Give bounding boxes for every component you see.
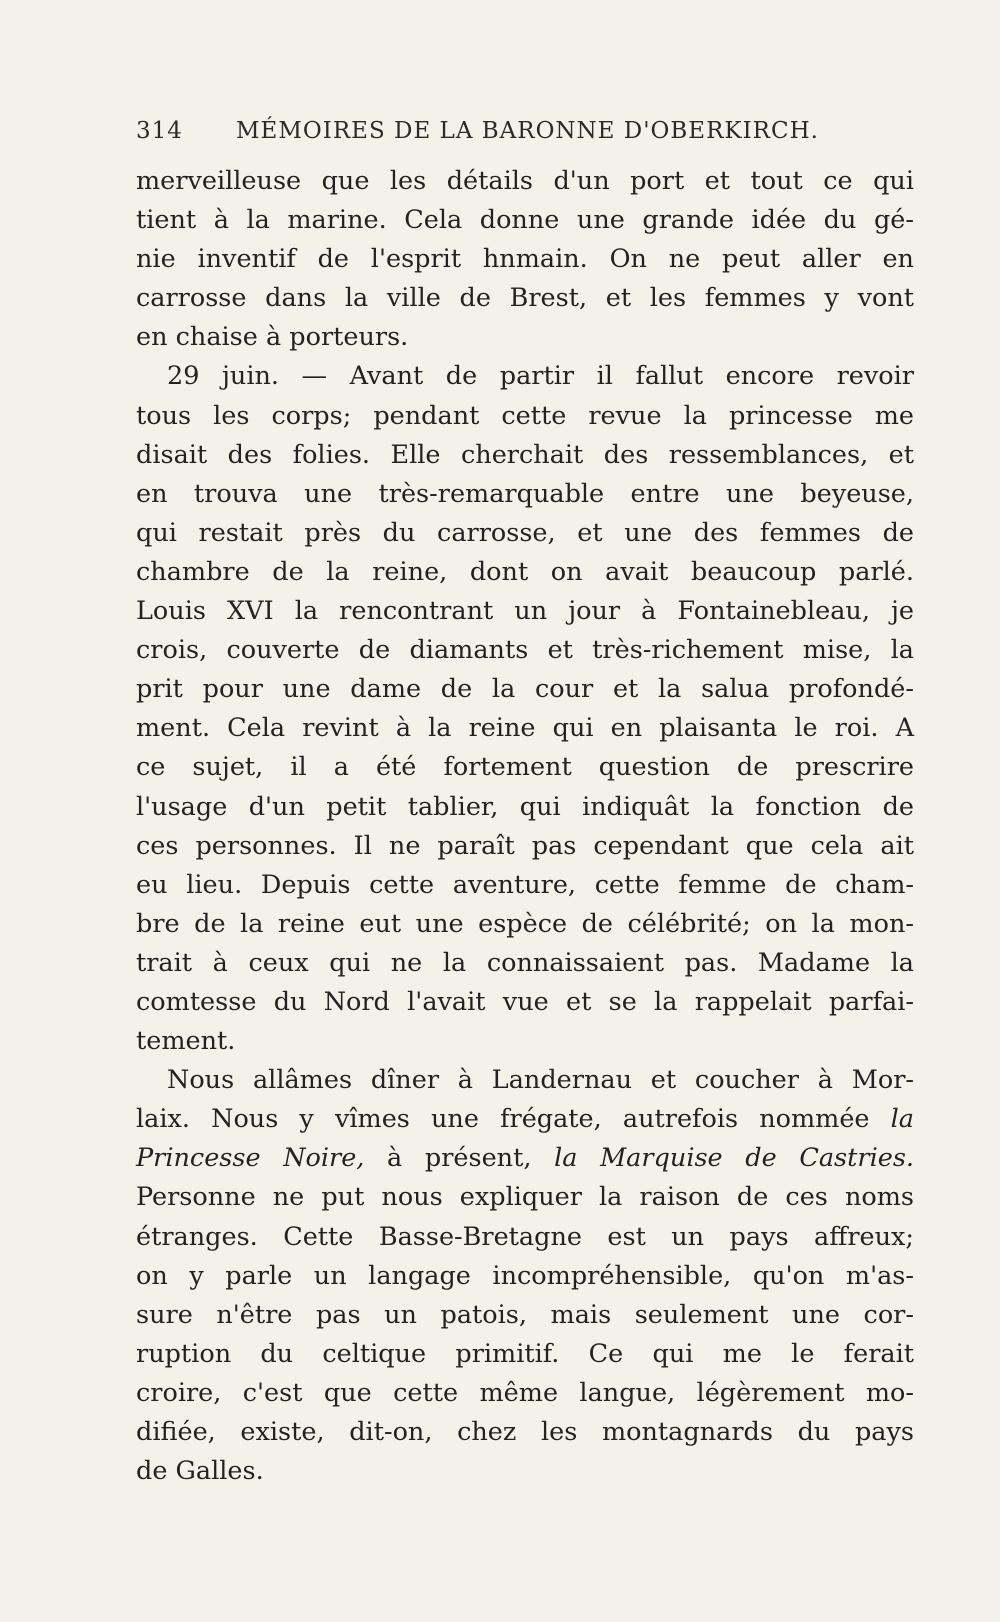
text-segment: ruption du celtique primitif. Ce qui me le ferait bbox=[136, 1338, 914, 1369]
text-line bbox=[136, 592, 914, 631]
italic-text: Princesse Noire, bbox=[136, 1143, 365, 1174]
italic-text: la bbox=[890, 1104, 914, 1135]
text-line bbox=[136, 1452, 914, 1491]
text-segment: carrosse dans la ville de Brest, et les femmes y vont bbox=[136, 283, 914, 314]
text-segment: en chaise à porteurs. bbox=[136, 322, 409, 353]
text-segment: bre de la reine eut une espèce de célébrité; on la mon- bbox=[136, 908, 914, 939]
text-line bbox=[136, 1257, 914, 1296]
text-line bbox=[136, 436, 914, 475]
text-line bbox=[136, 318, 914, 357]
text-segment: disait des folies. Elle cherchait des ressemblances, et bbox=[136, 439, 914, 470]
text-line bbox=[136, 1100, 914, 1139]
text-segment: étranges. Cette Basse-Bretagne est un pays affreux; bbox=[136, 1221, 914, 1252]
text-line bbox=[136, 162, 914, 201]
text-segment: ce sujet, il a été fortement question de prescrire bbox=[136, 752, 914, 783]
text-segment: ment. Cela revint à la reine qui en plaisanta le roi. A bbox=[136, 713, 914, 744]
text-line bbox=[136, 1374, 914, 1413]
body-text bbox=[136, 162, 914, 1491]
text-line bbox=[136, 1022, 914, 1061]
text-segment: tient à la marine. Cela donne une grande idée du gé- bbox=[136, 205, 914, 236]
text-line bbox=[136, 553, 914, 592]
text-line bbox=[136, 1061, 914, 1100]
text-line bbox=[136, 827, 914, 866]
text-line bbox=[136, 1296, 914, 1335]
text-segment: sure n'être pas un patois, mais seulement une cor- bbox=[136, 1299, 914, 1330]
text-segment: l'usage d'un petit tablier, qui indiquât la fonction de bbox=[136, 791, 914, 822]
text-segment: de Galles. bbox=[136, 1456, 264, 1487]
text-segment: ces personnes. Il ne paraît pas cependant que cela ait bbox=[136, 830, 914, 861]
text-line bbox=[136, 905, 914, 944]
text-segment: 29 juin. — Avant de partir il fallut encore revoir bbox=[167, 361, 914, 392]
text-segment: croire, c'est que cette même langue, légèrement mo- bbox=[136, 1377, 914, 1408]
text-line bbox=[136, 201, 914, 240]
text-line bbox=[136, 709, 914, 748]
text-line bbox=[136, 514, 914, 553]
text-segment: Nous allâmes dîner à Landernau et coucher à Mor- bbox=[167, 1065, 914, 1096]
text-segment: qui restait près du carrosse, et une des femmes de bbox=[136, 517, 914, 548]
text-line bbox=[136, 748, 914, 787]
text-segment: prit pour une dame de la cour et la salua profondé- bbox=[136, 674, 914, 705]
text-line bbox=[136, 240, 914, 279]
text-segment: merveilleuse que les détails d'un port et tout ce qui bbox=[136, 166, 914, 196]
text-segment: comtesse du Nord l'avait vue et se la rappelait parfai- bbox=[136, 986, 914, 1017]
text-segment: tous les corps; pendant cette revue la princesse me bbox=[136, 400, 914, 431]
text-line bbox=[136, 357, 914, 396]
text-segment: en trouva une très-remarquable entre une beyeuse, bbox=[136, 478, 914, 509]
text-segment: trait à ceux qui ne la connaissaient pas. Madame la bbox=[136, 947, 914, 978]
text-segment: laix. Nous y vîmes une frégate, autrefois nommée bbox=[136, 1104, 891, 1135]
text-line bbox=[136, 944, 914, 983]
text-line bbox=[136, 397, 914, 436]
text-line bbox=[136, 1335, 914, 1374]
italic-text: la Marquise de Castries. bbox=[554, 1143, 915, 1174]
text-line bbox=[136, 1178, 914, 1217]
text-line bbox=[136, 279, 914, 318]
text-line bbox=[136, 866, 914, 905]
text-segment: eu lieu. Depuis cette aventure, cette femme de cham- bbox=[136, 869, 914, 900]
text-segment: tement. bbox=[136, 1026, 236, 1057]
text-segment: Louis XVI la rencontrant un jour à Fontainebleau, je bbox=[136, 596, 914, 627]
text-segment: difiée, existe, dit-on, chez les montagnards du pays bbox=[136, 1417, 914, 1447]
text-segment: on y parle un langage incompréhensible, qu'on m'as- bbox=[136, 1260, 914, 1291]
text-line bbox=[136, 788, 914, 827]
text-line bbox=[136, 475, 914, 514]
page-number: 314 bbox=[136, 118, 183, 144]
text-segment: chambre de la reine, dont on avait beaucoup parlé. bbox=[136, 556, 914, 587]
text-line bbox=[136, 983, 914, 1022]
text-segment: Personne ne put nous expliquer la raison de ces noms bbox=[136, 1182, 914, 1213]
text-line bbox=[136, 1218, 914, 1257]
text-line bbox=[136, 1139, 914, 1178]
running-title: MÉMOIRES DE LA BARONNE D'OBERKIRCH. bbox=[236, 118, 819, 144]
text-line bbox=[136, 1413, 914, 1452]
text-segment: à présent, bbox=[364, 1143, 555, 1174]
text-line bbox=[136, 670, 914, 709]
text-segment: nie inventif de l'esprit hnmain. On ne peut aller en bbox=[136, 244, 914, 275]
text-line bbox=[136, 631, 914, 670]
text-segment: crois, couverte de diamants et très-richement mise, la bbox=[136, 635, 914, 666]
